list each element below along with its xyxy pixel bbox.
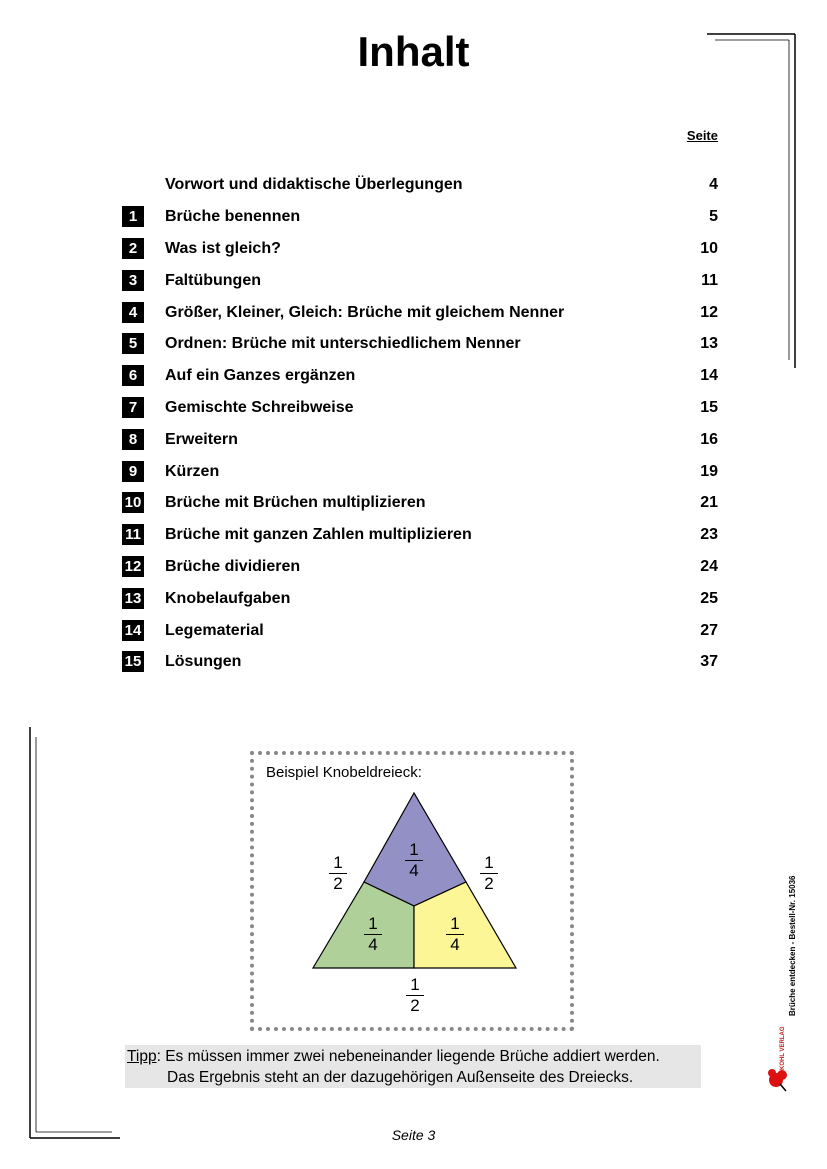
toc-chapter-title: Ordnen: Brüche mit unterschiedlichem Nenner xyxy=(165,335,521,352)
toc-page-number: 5 xyxy=(709,208,718,225)
toc-chapter-title: Auf ein Ganzes ergänzen xyxy=(165,367,356,384)
toc-chapter-title: Faltübungen xyxy=(165,272,261,289)
toc-chapter-title: Brüche mit Brüchen multiplizieren xyxy=(165,494,426,511)
toc-chapter-number: 13 xyxy=(122,588,144,609)
toc-page-number: 13 xyxy=(700,335,718,352)
toc-chapter-title: Kürzen xyxy=(165,463,220,480)
toc-chapter-number: 8 xyxy=(122,429,144,450)
toc-chapter-title: Was ist gleich? xyxy=(165,240,281,257)
toc-page-number: 14 xyxy=(700,367,718,384)
toc-chapter-number: 9 xyxy=(122,461,144,482)
toc-chapter-title: Erweitern xyxy=(165,431,238,448)
toc-page-number: 37 xyxy=(700,653,718,670)
toc-page-number: 4 xyxy=(709,176,718,193)
toc-chapter-number: 12 xyxy=(122,556,144,577)
toc-chapter-title: Brüche mit ganzen Zahlen multiplizieren xyxy=(165,526,472,543)
toc-chapter-number: 10 xyxy=(122,492,144,513)
tip-text-1: : Es müssen immer zwei nebeneinander liegende Brüche addiert werden. xyxy=(156,1048,660,1065)
toc-chapter-number: 1 xyxy=(122,206,144,227)
fraction-bottom-left xyxy=(361,914,385,954)
tip-label: Tipp xyxy=(127,1048,157,1065)
fraction-denominator: 4 xyxy=(450,935,460,954)
toc-chapter-title: Brüche benennen xyxy=(165,208,301,225)
toc-page-number: 10 xyxy=(700,240,718,257)
fraction-bottom-right xyxy=(443,914,467,954)
fraction-numerator: 1 xyxy=(409,840,419,859)
tip-box xyxy=(125,1045,701,1088)
fraction-side-bottom xyxy=(403,975,427,1015)
fraction-top xyxy=(402,840,426,880)
toc-chapter-number: 11 xyxy=(122,524,144,545)
toc-page-number: 11 xyxy=(701,272,718,289)
toc-page-number: 16 xyxy=(700,431,718,448)
toc-chapter-title: Vorwort und didaktische Überlegungen xyxy=(165,176,463,193)
toc-page-number: 21 xyxy=(700,494,718,511)
toc-chapter-number: 15 xyxy=(122,651,144,672)
publisher-logo-icon xyxy=(766,1064,790,1092)
toc-page-number: 15 xyxy=(700,399,718,416)
fraction-numerator: 1 xyxy=(410,975,420,994)
toc-chapter-number: 3 xyxy=(122,270,144,291)
toc-page-number: 27 xyxy=(700,622,718,639)
fraction-numerator: 1 xyxy=(368,914,378,933)
toc-page-number: 23 xyxy=(700,526,718,543)
toc-chapter-title: Brüche dividieren xyxy=(165,558,301,575)
example-label: Beispiel Knobeldreieck: xyxy=(266,764,422,781)
fraction-side-left xyxy=(326,853,350,893)
toc-chapter-number: 14 xyxy=(122,620,144,641)
toc-chapter-title: Gemischte Schreibweise xyxy=(165,399,354,416)
toc-chapter-number: 2 xyxy=(122,238,144,259)
publisher-logo-text: KOHL VERLAG xyxy=(780,1026,786,1070)
toc-page-number: 24 xyxy=(700,558,718,575)
fraction-numerator: 1 xyxy=(333,853,343,872)
toc-chapter-title: Größer, Kleiner, Gleich: Brüche mit gleichem Nenner xyxy=(165,304,565,321)
fraction-numerator: 1 xyxy=(450,914,460,933)
page-number: Seite 3 xyxy=(391,1127,436,1143)
toc-chapter-title: Knobelaufgaben xyxy=(165,590,291,607)
fraction-denominator: 2 xyxy=(484,874,494,893)
toc-chapter-title: Lösungen xyxy=(165,653,242,670)
tip-line-1 xyxy=(127,1046,660,1067)
toc-chapter-number: 6 xyxy=(122,365,144,386)
page-title: Inhalt xyxy=(357,28,470,75)
toc-chapter-number: 4 xyxy=(122,302,144,323)
fraction-denominator: 2 xyxy=(410,996,420,1015)
toc-page-number: 25 xyxy=(700,590,718,607)
toc-chapter-number: 5 xyxy=(122,333,144,354)
toc-chapter-number: 7 xyxy=(122,397,144,418)
page-column-header: Seite xyxy=(686,128,718,143)
fraction-side-right xyxy=(477,853,501,893)
tip-text-2: Das Ergebnis steht an der dazugehörigen Außenseite des Dreiecks. xyxy=(167,1069,634,1086)
fraction-denominator: 2 xyxy=(333,874,343,893)
fraction-denominator: 4 xyxy=(368,935,378,954)
toc-page-number: 12 xyxy=(700,304,718,321)
toc-page-number: 19 xyxy=(700,463,718,480)
side-order-text: Brüche entdecken - Bestell-Nr. 15036 xyxy=(788,875,797,1016)
toc-chapter-title: Legematerial xyxy=(165,622,264,639)
fraction-denominator: 4 xyxy=(409,861,419,880)
fraction-numerator: 1 xyxy=(484,853,494,872)
